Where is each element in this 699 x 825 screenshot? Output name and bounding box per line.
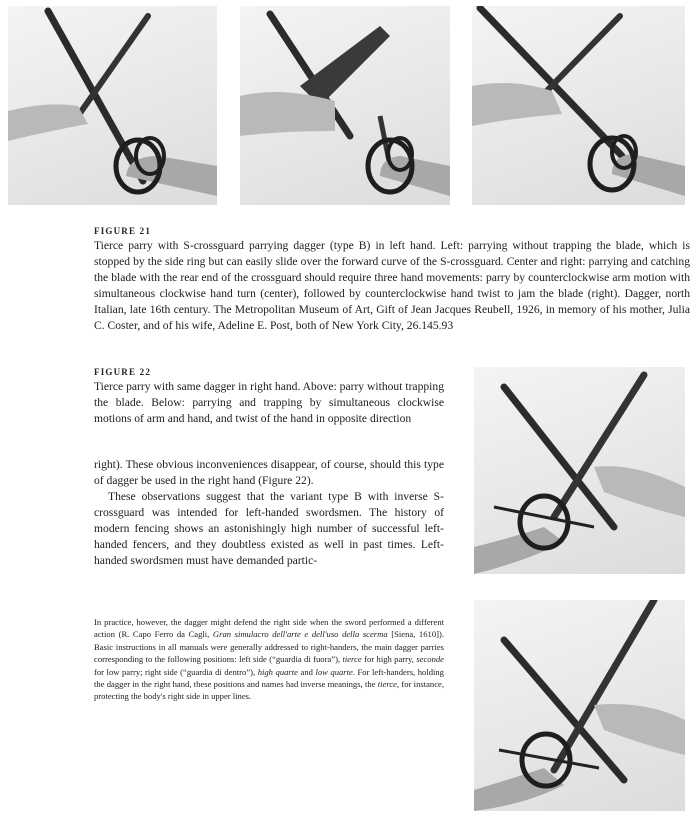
footnote-term-tierce: tierce [342,654,362,665]
footnote-term-high-quarte: high quarte [257,666,298,677]
figure-21-photo-center [240,6,450,205]
footnote-term-low-quarte: low quarte [315,666,353,677]
footnote-text-5: and [297,666,316,677]
footnote [94,616,444,703]
footnote-text-3: for high parry, [361,654,417,665]
figure-21-photo-right [472,6,685,205]
body-paragraph-1: right). These obvious inconveniences disappear, of course, should this type of dagger be used in the right hand (Figure 22). [94,458,444,487]
figure-22-photo-below [474,600,685,811]
figure-22-photo-above [474,367,685,574]
footnote-term-seconde: seconde [416,654,444,665]
footnote-text-2: [Siena, 1610]). Basic instructions in all manuals were generally addressed to right-handers, the main dagger parries corresponding to the following positions: left side (“guardia di fuora”), [94,629,444,665]
footnote-title: Gran simulacro dell'arte e dell'uso della scerma [212,629,388,640]
body-paragraph-2: These observations suggest that the variant type B with inverse S-crossguard was intended for left-handed swordsmen. The history of modern fencing shows an astonishingly high number of successful left-handed fencers, and they doubtless existed as well in past times. Left-handed swordsmen must have demanded partic- [94,490,444,567]
footnote-text-6: . For left-handers, holding the dagger in the right hand, these positions and names had inverse meanings, the [94,666,444,690]
figure-22-label: FIGURE 22 [94,367,152,377]
figure-21-photo-left [8,6,217,205]
footnote-text-4: for low parry; right side (“guardia di dentro”), [94,666,258,677]
body-text [94,457,444,569]
footnote-term-tierce-2: tierce [377,679,397,690]
footnote-text-7: , for instance, protecting the body's right side in upper lines. [94,679,444,702]
figure-21-caption: Tierce parry with S-crossguard parrying dagger (type B) in left hand. Left: parrying without trapping the blade, which is stopped by the side ring but can easily slide over the forward curve of the S-crossguard. Center and right: parrying and catching the blade with the rear end of the crossguard should require three hand movements: parry by counterclockwise arm motion with simultaneous clockwise hand turn (center), followed by counterclockwise hand twist to jam the blade (right). Dagger, north Italian, late 16th century. The Metropolitan Museum of Art, Gift of Jean Jacques Reubell, 1926, in memory of his mother, Julia C. Coster, and of his wife, Adeline E. Post, both of New York City, 26.145.93 [94,239,690,332]
figure-21-label: FIGURE 21 [94,226,152,236]
footnote-text-1: In practice, however, the dagger might defend the right side when the sword performed a different action (R. Capo Ferro da Cagli, [94,617,444,640]
figure-22-caption: Tierce parry with same dagger in right hand. Above: parry without trapping the blade. Below: parrying and trapping by simultaneous clockwise motions of arm and hand, and twist of the hand in opposite direction [94,380,444,425]
